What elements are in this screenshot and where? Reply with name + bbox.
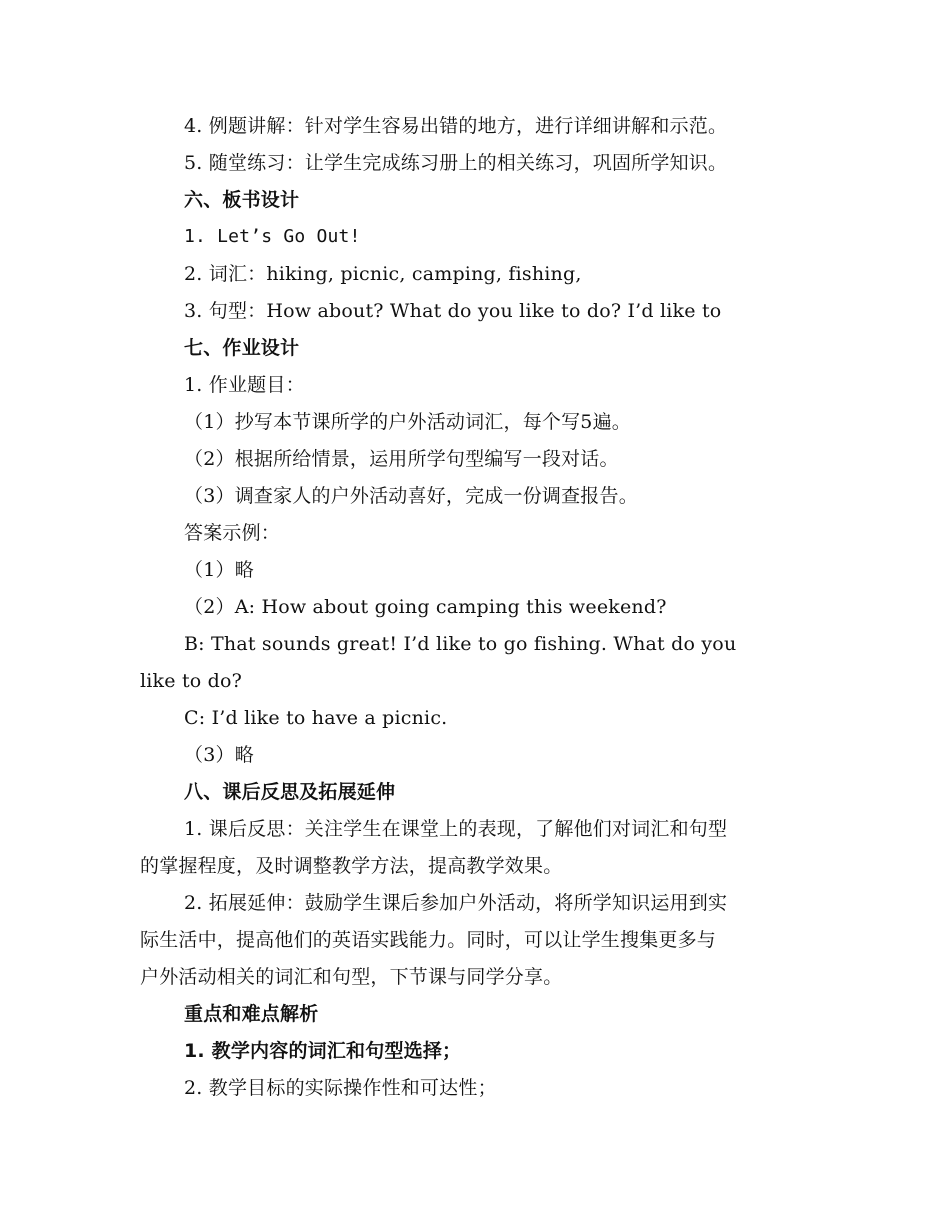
answer-example-label: 答案示例： — [184, 522, 281, 544]
step-5-class-practice: 5. 随堂练习：让学生完成练习册上的相关练习，巩固所学知识。 — [184, 152, 728, 174]
homework-title: 1. 作业题目： — [184, 374, 305, 396]
section-heading-key-difficult-points: 重点和难点解析 — [184, 1003, 319, 1025]
blackboard-item-2: 2. 词汇：hiking, picnic, camping, fishing, — [184, 263, 582, 285]
key-point-1: 1. 教学内容的词汇和句型选择； — [184, 1040, 462, 1062]
answer-2-dialogue-b: B: That sounds great! I’d like to go fishing. What do you — [184, 633, 737, 655]
key-point-2: 2. 教学目标的实际操作性和可达性； — [184, 1077, 497, 1099]
answer-2-dialogue-a: （2）A: How about going camping this weekend? — [184, 596, 667, 618]
extension-paragraph-line-1: 2. 拓展延伸：鼓励学生课后参加户外活动，将所学知识运用到实 — [184, 892, 728, 914]
blackboard-item-3: 3. 句型：How about? What do you like to do? I’d like to — [184, 300, 722, 322]
extension-paragraph-line-3: 户外活动相关的词汇和句型，下节课与同学分享。 — [140, 966, 563, 988]
homework-task-2: （2）根据所给情景，运用所学句型编写一段对话。 — [184, 448, 619, 470]
answer-1: （1）略 — [184, 559, 254, 581]
step-4-example-explanation: 4. 例题讲解：针对学生容易出错的地方，进行详细讲解和示范。 — [184, 115, 728, 137]
answer-2-dialogue-b-continued: like to do? — [140, 670, 243, 692]
reflection-paragraph-line-1: 1. 课后反思：关注学生在课堂上的表现，了解他们对词汇和句型 — [184, 818, 728, 840]
section-heading-blackboard-design: 六、板书设计 — [184, 189, 300, 211]
section-heading-reflection-extension: 八、课后反思及拓展延伸 — [184, 781, 396, 803]
extension-paragraph-line-2: 际生活中，提高他们的英语实践能力。同时，可以让学生搜集更多与 — [140, 929, 717, 951]
reflection-paragraph-line-2: 的掌握程度，及时调整教学方法，提高教学效果。 — [140, 855, 563, 877]
answer-2-dialogue-c: C: I’d like to have a picnic. — [184, 707, 448, 729]
section-heading-homework-design: 七、作业设计 — [184, 337, 300, 359]
homework-task-1: （1）抄写本节课所学的户外活动词汇，每个写5遍。 — [184, 411, 631, 433]
blackboard-item-1: 1. Let’s Go Out! — [184, 226, 361, 247]
homework-task-3: （3）调查家人的户外活动喜好，完成一份调查报告。 — [184, 485, 638, 507]
answer-3: （3）略 — [184, 744, 254, 766]
